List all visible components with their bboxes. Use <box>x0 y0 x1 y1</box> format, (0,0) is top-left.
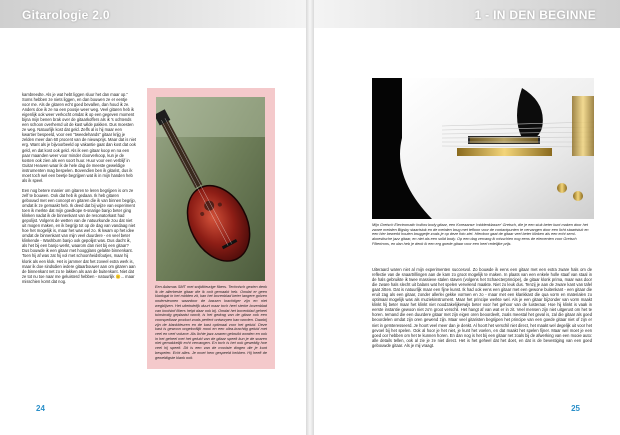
book-gutter <box>306 0 314 435</box>
guitar-illustration <box>156 97 265 281</box>
left-body-text <box>22 92 136 289</box>
left-page <box>0 0 306 435</box>
gretsch-illustration <box>372 78 594 219</box>
right-body-text <box>372 267 592 353</box>
right-paragraph-1: Uiteraard waren niet al mijn experimenten succesvol. Zo bouwde ik eens een gitaar met een extra zware hals om de reflectie van de snaartrillingen aan de kam zo groot mogelijk te maken. In plaats van een enkele holle staaf van staal in de hals gebruikte ik twee massieve stalen staven (volgens het Schaecterprincipe), de gitaar klonk prima, maar was door die zware hals slecht uit balans wat het spelen vervelend maakte. Niet zo leuk dus. Tenzij je aan de zware kant van tafel gaat zitten. Dat is natuurlijk maar een fijne kunst. Ik had ook eens een gitaar met een gewone buitenkant - een gitaar die eruit zag als een gitaar, zonder allerlei gekke vormen en zo - maar met een klankkast die qua vorm en materialen zo optimaal mogelijk was als muziekinstrument. Maar het principe werkte wel. Als je een gitaar bijzonder van vorm maakt klinkt hij beter maar het klinkt niet noodzakelijkerwijs beter voor het gehoor van de luisteraar. Hoe hij klinkt is vaak in eerste instantie gewoon niet zo'n groot verschil. Het hangt af van wat er in zit. Veel mensen zijn niet uitgerust om het te horen. Iemand die een duurdere gitaar met zijn eigen oren beoordeelt, zoals meestal het geval is, zal die gitaar als goed beoordelen omdat zijn oren gewend zijn. Maar veel gitaristen begrijpen het principe van een goede gitaar niet of zijn er niet in geïnteresseerd. Je hoort veel meer dan je denkt. Al hoort het verschil niet direct, het maakt wel degelijk uit voor het gevoel bij het spelen. Ook al hoor je het niet, je kunt het voelen, en dat maakt het spelen fijner. Maar wel moet je een goed oor hebben om het te kunnen horen. En dan nog is het bij een gitaar net zoals bij de afwerking van een mooie auto: alle details tellen, ook al zie je ze niet direct. Het is het geheel dat het doet, en dat is de bevestiging van een goed gebouwde gitaar. Als je mij vraagt. <box>372 267 592 348</box>
adamas-guitar-photo <box>156 97 265 281</box>
chapter-title: 1 - IN DEN BEGINNE <box>474 8 596 22</box>
left-photo-caption: Een Adamas SMT met snijdkleurige fibers. Technisch gezien denk ik de allerbeste gitaar die ik ooit gemaakt heb. Omdat er geen klankgat in het midden zit, kan het bovenblad beter langere golven ondersteunen waardoor de bassen krachtiger zijn en niet wegblijven. Het uiteindelijk duurt maar toch heel sterke bovenblad van koolstof fibers helpt daar ook bij. Omdat het bovenblad geheel tuinstrotig geplaatst wordt, is het gedrag van de gitaar ook een voorspelbaar product zoals perfect ontworpen kan worden. Daarbij zijn de klankkleuren en de kast optimaal voor het geluid. Deze kast is gewoon ongelooflijk mooi en een ultra-krachtig geluid met veel en veel volume. Als lichte jazz-snaren gebruikt worden en ook in het geheel met het geluid van de gitaar speelt kun je de snaren niet gemakkelijk echt vervangen. En toch is het ook geweldig hoe veel hij speelt. Dit is een van de mooiste dingen die je kunt bespelen. Echt alles. Je moet hem gespeeld hebben. Hij heeft de geweldigste klank ooit. <box>155 285 267 360</box>
book-title: Gitarologie 2.0 <box>22 8 110 22</box>
gretsch-guitar-photo <box>372 78 594 219</box>
right-page-number: 25 <box>571 404 580 413</box>
left-paragraph-2: Een nog betere manier om gitaren te leren begrijpen is om ze zelf te bouwen. Ook dat heb ik gedaan. Ik heb gitaren gebouwd met een concept en gitaren die ik van binnen begrijp, omdat ik ze gemaakt heb. Ik deed dat bij wijze van experiment toen ik merkte dat mijn goedkope 6-snarige banjo beter ging klinken nadat ik de binnenkant van de resonatorkast had gepolijst. Volgens de wetten van de natuurkunde zou dat niet uit mogen maken, en ik begrijp tot op de dag van vandaag niet hoe het mogelijk is, maar het was wel zo. Ik kwam op het idee omdat de binnenkant van mijn veel duurdere - en veel beter klinkende - Washburn banjo ook gepolijst was. Dus dacht ik, als het bij een banjo werkt, waarom dan niet bij een gitaar? Dus bouwde ik een gitaar met hoogglans gelakte binnenkant. Toen hij af was zat hij vol met schoonheidsfoutjes, maar hij klonk als een klok. Het is jammer dat het zoveel extra werk is, maar ik doe sindsdien iedere gitaarbouwer aan om gitaren aan de binnenkant net zo te lakken als aan de buitenkant. Niet dat ze tot nu toe naar me geluisterd hebben - natuurlijk 🙂... maar misschien komt dat nog. <box>22 187 136 284</box>
left-paragraph-1: kambreedte. Als je wat hebt liggen sluur het dan maar op." Soms hebben ze niets liggen, en dan bouwen ze er eentje voor me. Als de gitaren echt goed bevallen, dan houd ik ze. Anders doe ik ze na een poosje weer weg. Veel gitaren heb ik eigenlijk ook weer verkocht omdat ik op een gegeven moment bijna mijn benen brak over de gitaarkoffers als ik 's ochtends een schoon overhemd uit de kast wilde pakken. Dus moesten ze weg. Natuurlijk kost dat geld. Zelfs al is hij maar een kwartier bespeeld, voor een "tweedehands" gitaar krijg je zelden meer dan 60 procent van de nieuwprijs. Maar dat is niet erg. Want als je bijvoorbeeld op vakantie gaat dan kost dat ook geld, en dat kost ook geld. Als ik een gitaar koop en na een paar maanden weer voor minder doorverkoop, kun je de kosten ook zien als een soort huur. Huur voor een verblijf in Guitar Heaven waar ik de hele dag de meeste geweldige instrumenten mag bespelen. Bovendien ben ik gitarist, dus ik moet toch wel een beetje begrijpen wat ik in mijn handen heb als ik speel. <box>22 92 137 183</box>
left-page-number: 24 <box>36 404 45 413</box>
left-page-header <box>0 0 306 28</box>
right-page <box>314 0 620 435</box>
right-photo-caption: Mijn Gretsch Electromatic hollow body gitaar, een Koreaanse 'middenklasser' Gretsch, die je een stuk beter kunt maken door het zware metalen Bigsby staartstuk en de metalen brug met tefloon voor de contactpunten te vervangen door een licht staartstuk en een hier bewerkt houten bruggetje zoals je op deze foto ziet. Hierdoor gaat de gitaar veel beter klinken als een echt semi-akoestische jazz gitaar, en niet als een solid body. Op een dag vervang ik misschien nog eens de elementen voor Gretsch Filtertrons, en dan heb je denk ik een erg goede gitaar voor een heel redelijke prijs. <box>372 223 589 246</box>
photo-caption-box <box>147 88 275 369</box>
right-page-header <box>314 0 620 28</box>
